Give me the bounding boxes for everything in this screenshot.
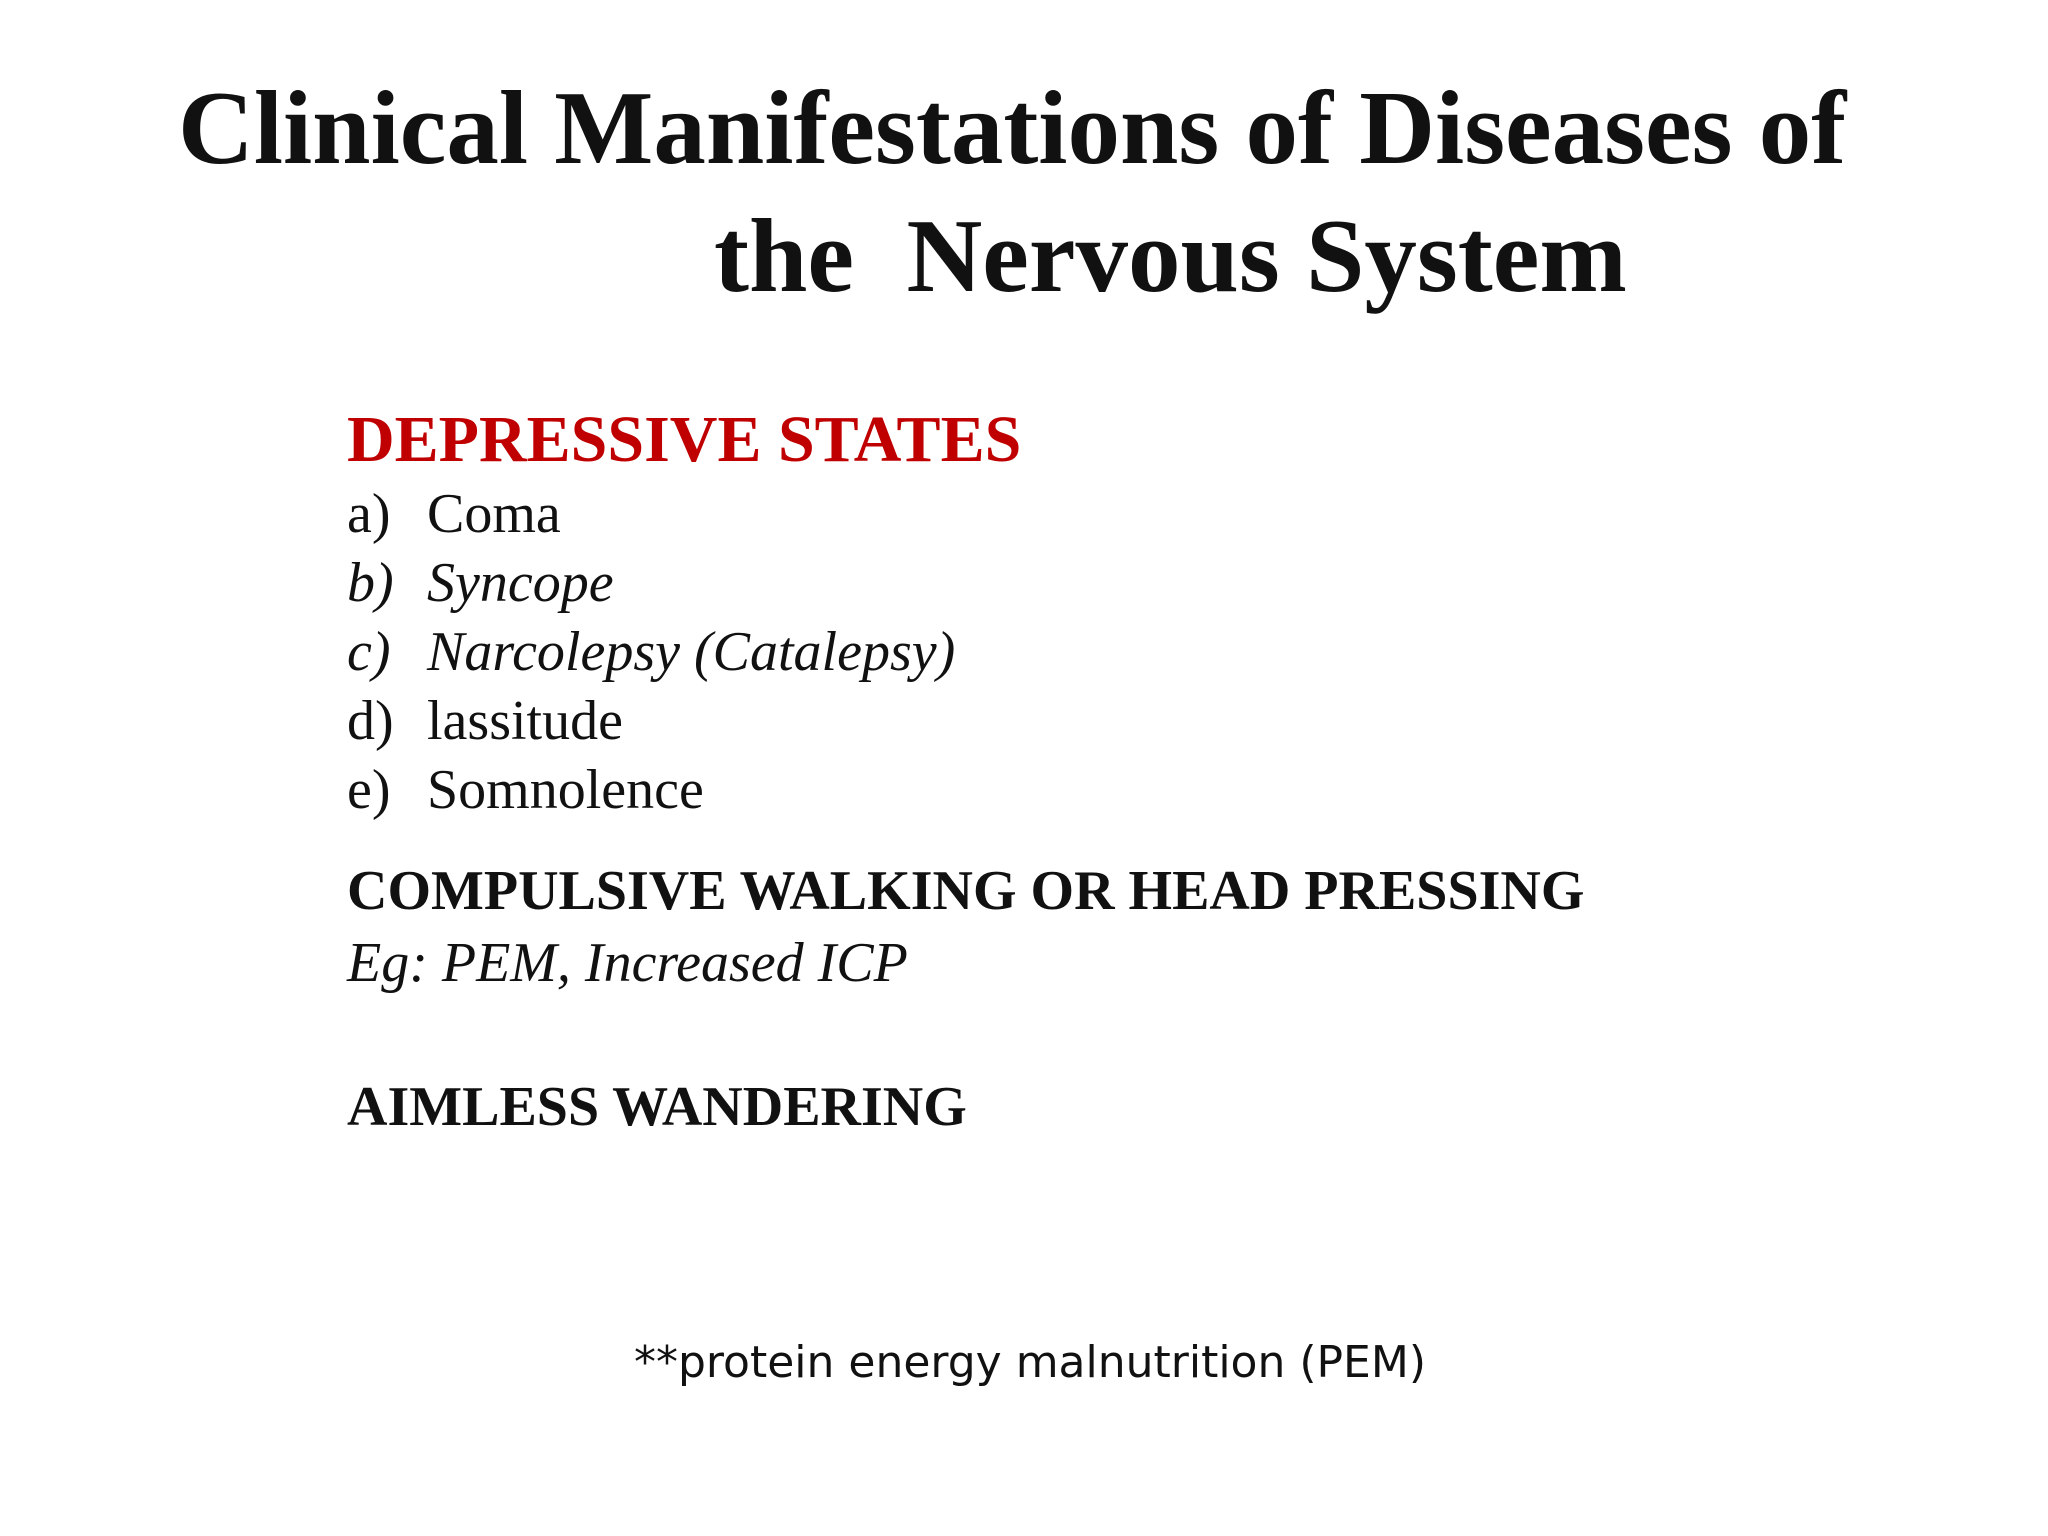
list-item-coma	[347, 480, 1847, 549]
footnote-text: **protein energy malnutrition (PEM)	[634, 1337, 1426, 1388]
list-item-somnolence	[347, 756, 1847, 825]
compulsive-walking-heading: COMPULSIVE WALKING OR HEAD PRESSING	[347, 860, 1585, 922]
list-marker: a)	[347, 483, 391, 545]
aimless-wandering-heading: AIMLESS WANDERING	[347, 1076, 967, 1138]
list-marker: b)	[347, 552, 394, 614]
depressive-states-heading: DEPRESSIVE STATES	[347, 403, 1022, 476]
depressive-states-list	[347, 480, 1847, 825]
list-item-text: Coma	[427, 483, 561, 545]
list-item-lassitude	[347, 687, 1847, 756]
slide-content	[347, 400, 1847, 1143]
list-marker: e)	[347, 759, 391, 821]
list-item-text: Syncope	[427, 552, 614, 614]
list-item-text: lassitude	[427, 690, 623, 752]
list-item-text: Narcolepsy (Catalepsy)	[427, 621, 956, 683]
list-item-syncope	[347, 549, 1847, 618]
slide-title-line-1: Clinical Manifestations of Diseases of	[178, 69, 1847, 186]
list-item-text: Somnolence	[427, 759, 704, 821]
slide-title-line-2: the Nervous System	[714, 197, 1627, 314]
list-item-narcolepsy	[347, 618, 1847, 687]
list-marker: d)	[347, 690, 394, 752]
compulsive-example: Eg: PEM, Increased ICP	[347, 932, 908, 994]
list-marker: c)	[347, 621, 391, 683]
